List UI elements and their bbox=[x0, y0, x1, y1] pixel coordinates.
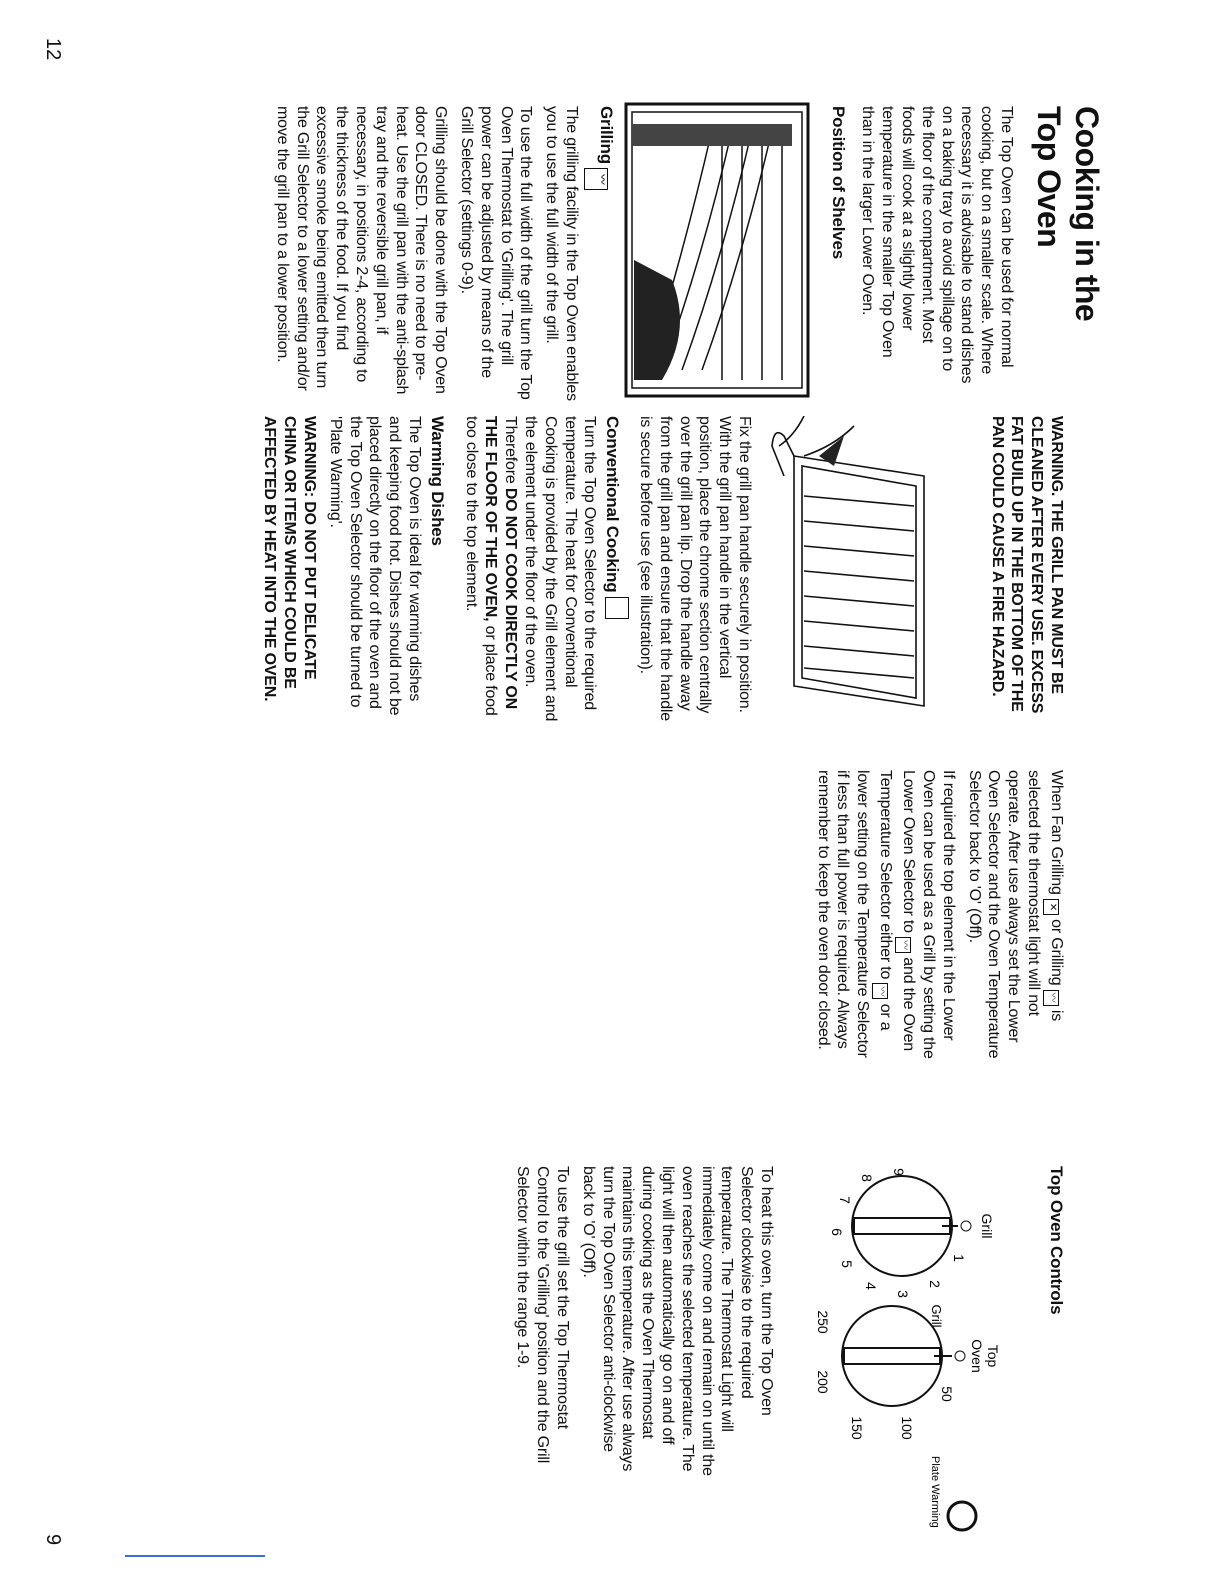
col-1 bbox=[825, 106, 1106, 384]
page-number-left: 12 bbox=[42, 38, 64, 61]
knob1-tick-9: 9 bbox=[891, 1168, 907, 1176]
warming-warning: WARNING: DO NOT PUT DELICATE CHINA OR ITEMS WHICH COULD BE AFFECTED BY HEAT INTO THE OVEN. bbox=[261, 416, 319, 702]
top-element-symbol-icon: 〰 bbox=[895, 937, 911, 953]
knob1-tick-8: 8 bbox=[859, 1174, 875, 1182]
conventional-symbol-icon bbox=[605, 597, 629, 619]
col-4 bbox=[1043, 1166, 1066, 1466]
col-2 bbox=[981, 416, 1066, 718]
thermostat-light-icon bbox=[948, 1502, 976, 1530]
fix-handle-text: Fix the grill pan handle securely in position. With the grill pan handle in the vertical position, place the chrome section centrally over the grill pan lip. Drop the handle away from the grill pan and ensure that the handle is secure before use (see illustration). bbox=[637, 416, 753, 721]
conventional-text-a: Turn the Top Oven Selector to the required temperature. The heat for Conventional Cooking is provided by the Grill element and the element under the floor of the oven. Therefore bbox=[502, 416, 599, 722]
top-oven-controls-diagram bbox=[782, 1166, 1002, 1546]
knob1-tick-3: 3 bbox=[895, 1290, 911, 1298]
grill-symbol-icon-2: 〰 bbox=[1043, 990, 1059, 1006]
top-oven-controls-heading: Top Oven Controls bbox=[1047, 1166, 1066, 1315]
fan-grilling-text-c: is selected the thermostat light will not operate. After use always set the Lower Oven Selector and the Oven Temperature Selector back to 'O' (Off). bbox=[965, 770, 1065, 1059]
fan-grilling-text-b: or Grilling bbox=[1048, 914, 1065, 990]
knob2-title-top: Top bbox=[985, 1344, 1001, 1368]
knob1-tick-7: 7 bbox=[837, 1196, 853, 1204]
knob2-indicator bbox=[955, 1351, 965, 1361]
knob1-tick-1: 1 bbox=[951, 1254, 967, 1262]
top-oven-grill-paragraph: To use the grill set the Top Thermostat Control to the 'Grilling' position and the Grill Selector within the range 1-9. bbox=[514, 1166, 572, 1464]
fan-grilling-paragraph bbox=[964, 770, 1066, 1060]
position-of-shelves-heading: Position of Shelves bbox=[828, 106, 848, 260]
plate-warming-label: Plate Warming bbox=[929, 1456, 941, 1528]
knob1-tick-4: 4 bbox=[863, 1282, 879, 1290]
knob2-tick-200: 200 bbox=[815, 1370, 831, 1394]
knob1-tick-5: 5 bbox=[839, 1260, 855, 1268]
grill-max-symbol-icon: 〰 bbox=[872, 983, 888, 999]
lower-oven-text-b: and the Oven Temperature Selector either to bbox=[877, 770, 918, 1051]
scan-edge-line bbox=[125, 1555, 265, 1557]
knob2-grip bbox=[844, 1348, 940, 1364]
knob1-tick-2: 2 bbox=[927, 1280, 943, 1288]
conventional-text-bold: DO NOT COOK DIRECTLY ON THE FLOOR OF THE OVEN, bbox=[482, 416, 520, 710]
fan-grilling-text-a: When Fan Grilling bbox=[1048, 770, 1065, 899]
main-title-line-2: Top Oven bbox=[1031, 106, 1067, 248]
warming-dishes-text: The Top Oven is ideal for warming dishes and keeping food hot. Dishes should not be placed directly on the floor of the oven and the Top Oven Selector should be turned to 'Plate Warming'. bbox=[326, 416, 424, 716]
knob1-tick-6: 6 bbox=[829, 1228, 845, 1236]
grilling-column-block bbox=[266, 106, 616, 402]
knob2-tick-150: 150 bbox=[849, 1416, 865, 1440]
conventional-cooking-heading-text: Conventional Cooking bbox=[603, 416, 623, 593]
conventional-cooking-heading bbox=[602, 416, 629, 726]
grill-pan-warning: WARNING. THE GRILL PAN MUST BE CLEANED AFTER EVERY USE. EXCESS FAT BUILD UP IN THE BOTTOM OF THE PAN COULD CAUSE A FIRE HAZARD. bbox=[988, 416, 1065, 714]
lower-oven-text-a: If required the top element in the Lower Oven can be used as a Grill by setting the Lower Oven Selector to bbox=[900, 770, 957, 1059]
main-title bbox=[1030, 106, 1106, 384]
knob2-grill-label: Grill bbox=[929, 1304, 944, 1328]
conventional-text-b: or place food too close to the top element. bbox=[462, 416, 500, 716]
fan-grill-symbol-icon: ✕ bbox=[1043, 899, 1059, 915]
grilling-paragraph-1: The grilling facility in the Top Oven enables you to use the full width of the grill. bbox=[543, 106, 580, 401]
lower-oven-grill-paragraph bbox=[813, 770, 958, 1060]
col-2-lower bbox=[254, 416, 754, 726]
knob2-tick-100: 100 bbox=[899, 1416, 915, 1440]
grill-symbol-icon: 〰 bbox=[584, 168, 608, 190]
intro-text: The Top Oven can be used for normal cooking, but on a smaller scale. Where necessary it is advisable to stand dishes on a baking tray to avoid spillage on to the floor of the compartment. Most foods will cook at a slightly lower temperature in the smaller Top Oven than in the larger Lower Oven. bbox=[859, 106, 1015, 384]
warming-dishes-heading: Warming Dishes bbox=[427, 416, 447, 546]
knob2-tick-50: 50 bbox=[939, 1386, 955, 1402]
shelf-diagram bbox=[622, 100, 812, 400]
grilling-paragraph-3: Grilling should be done with the Top Oven door CLOSED. There is no need to pre-heat. Use the grill pan with the anti-splash tray and the reversible grill pan, if necessary, in positions 2-4, according to the thickness of the food. If you find excessive smoke being emitted then turn the Grill Selector to a lower setting and/or move the grill pan to a lower position. bbox=[273, 106, 450, 395]
grill-pan-handle-illustration bbox=[764, 416, 944, 716]
knob1-title: Grill bbox=[979, 1213, 995, 1239]
top-oven-heat-paragraph: To heat this oven, turn the Top Oven Selector clockwise to the required temperature. The Thermostat Light will immediately come on and remain on until the oven reaches the selected temperature. The light will then automatically go on and off during cooking as the Oven Thermostat maintains this temperature. After use always turn the Top Oven Selector anti-clockwise back to 'O' (Off). bbox=[579, 1166, 775, 1476]
knob2-title-bottom: Oven bbox=[969, 1339, 985, 1373]
conventional-cooking-text bbox=[461, 416, 600, 726]
knob1-indicator bbox=[961, 1221, 971, 1231]
knob2-tick-250: 250 bbox=[815, 1310, 831, 1334]
lower-oven-text-c: or a lower setting on the Temperature Selector if less than full power is required. Always remember to keep the oven door closed. bbox=[814, 770, 895, 1058]
grilling-heading bbox=[584, 106, 616, 402]
col-4-text bbox=[507, 1166, 776, 1476]
grilling-heading-text: Grilling bbox=[597, 106, 616, 164]
main-title-line-1: Cooking in the bbox=[1069, 106, 1105, 322]
page-number-right: 9 bbox=[42, 1534, 64, 1546]
knob1-grip bbox=[854, 1218, 950, 1234]
col-3 bbox=[807, 770, 1066, 1060]
grilling-paragraph-2: To use the full width of the grill turn the Top Oven Thermostat to 'Grilling'. The grill power can be adjusted by means of the Grill Selector (settings 0-9). bbox=[458, 106, 535, 400]
